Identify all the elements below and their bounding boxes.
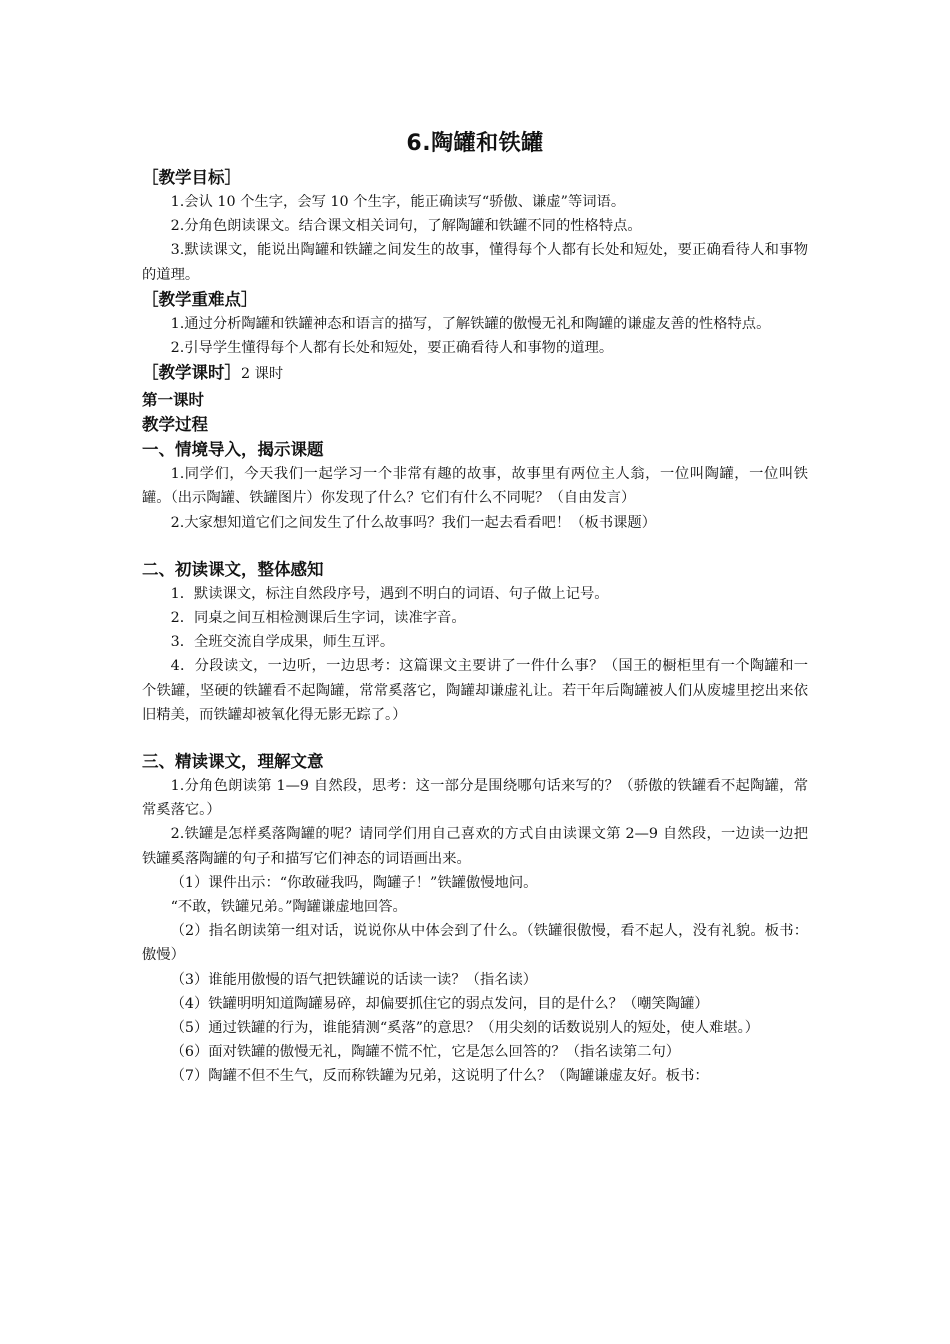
objective-item: 2.分角色朗读课文。结合课文相关词句，了解陶罐和铁罐不同的性格特点。 xyxy=(170,218,642,235)
page-title: 6.陶罐和铁罐 xyxy=(406,131,544,156)
section-item: （5）通过铁罐的行为，谁能猜测“奚落”的意思？（用尖刻的话数说别人的短处，使人难堪。） xyxy=(170,1020,760,1037)
process-heading: 教学过程 xyxy=(142,415,208,435)
difficulty-item: 1.通过分析陶罐和铁罐神态和语言的描写，了解铁罐的傲慢无礼和陶罐的谦虚友善的性格特点。 xyxy=(170,315,771,332)
section-heading: 二、初读课文，整体感知 xyxy=(142,559,324,579)
document-body xyxy=(142,165,808,1089)
section-item: （4）铁罐明明知道陶罐易碎，却偏要抓住它的弱点发问，目的是什么？（嘲笑陶罐） xyxy=(170,995,709,1012)
spacer xyxy=(142,727,808,749)
section-item: 2．同桌之间互相检测课后生字词，读准字音。 xyxy=(170,610,466,627)
section-item: 4．分段读文，一边听，一边思考：这篇课文主要讲了一件什么事？（国王的橱柜里有一个陶罐和一个铁罐，坚硬的铁罐看不起陶罐，常常奚落它，陶罐却谦虚礼让。若干年后陶罐被人们从废墟里挖出来依旧精美，而铁罐却被氧化得无影无踪了。） xyxy=(142,658,808,723)
periods-line xyxy=(142,360,808,387)
spacer xyxy=(142,535,808,557)
section-heading: 三、精读课文，理解文意 xyxy=(142,752,324,772)
section-item: 1.分角色朗读第 1—9 自然段，思考：这一部分是围绕哪句话来写的？（骄傲的铁罐看不起陶罐，常常奚落它。） xyxy=(142,778,808,819)
section-item: （7）陶罐不但不生气，反而称铁罐为兄弟，这说明了什么？（陶罐谦虚友好。板书： xyxy=(170,1068,709,1085)
section-item: 1．默读课文，标注自然段序号，遇到不明白的词语、句子做上记号。 xyxy=(170,585,609,602)
objectives-heading: ［教学目标］ xyxy=(142,168,241,187)
section-item: 1.同学们，今天我们一起学习一个非常有趣的故事，故事里有两位主人翁，一位叫陶罐，一位叫铁罐。（出示陶罐、铁罐图片）你发现了什么？它们有什么不同呢？（自由发言） xyxy=(142,466,808,507)
objective-item: 1.会认 10 个生字，会写 10 个生字，能正确读写“骄傲、谦虚”等词语。 xyxy=(170,194,626,210)
section-item: “不敢，铁罐兄弟。”陶罐谦虚地回答。 xyxy=(170,899,407,916)
section-item: （1）课件出示：“你敢碰我吗，陶罐子！”铁罐傲慢地问。 xyxy=(170,874,538,891)
section-item: 2.大家想知道它们之间发生了什么故事吗？我们一起去看看吧！（板书课题） xyxy=(170,514,657,531)
section-heading: 一、情境导入，揭示课题 xyxy=(142,440,324,460)
section-item: （3）谁能用傲慢的语气把铁罐说的话读一读？（指名读） xyxy=(170,971,538,988)
objective-item: 3.默读课文，能说出陶罐和铁罐之间发生的故事，懂得每个人都有长处和短处，要正确看待人和事物的道理。 xyxy=(142,242,808,283)
section-item: （6）面对铁罐的傲慢无礼，陶罐不慌不忙，它是怎么回答的？（指名读第二句） xyxy=(170,1044,681,1061)
periods-value: 2 课时 xyxy=(241,366,284,383)
difficulty-item: 2.引导学生懂得每个人都有长处和短处，要正确看待人和事物的道理。 xyxy=(170,340,614,357)
lesson-title: 第一课时 xyxy=(142,390,205,410)
periods-heading: ［教学课时］ xyxy=(142,363,241,383)
section-item: （2）指名朗读第一组对话，说说你从中体会到了什么。（铁罐很傲慢，看不起人，没有礼貌。板书：傲慢） xyxy=(142,923,808,964)
difficulties-heading: ［教学重难点］ xyxy=(142,289,258,309)
section-item: 3．全班交流自学成果，师生互评。 xyxy=(170,634,395,651)
section-item: 2.铁罐是怎样奚落陶罐的呢？请同学们用自己喜欢的方式自由读课文第 2—9 自然段，一边读一边把铁罐奚落陶罐的句子和描写它们神态的词语画出来。 xyxy=(142,826,808,867)
